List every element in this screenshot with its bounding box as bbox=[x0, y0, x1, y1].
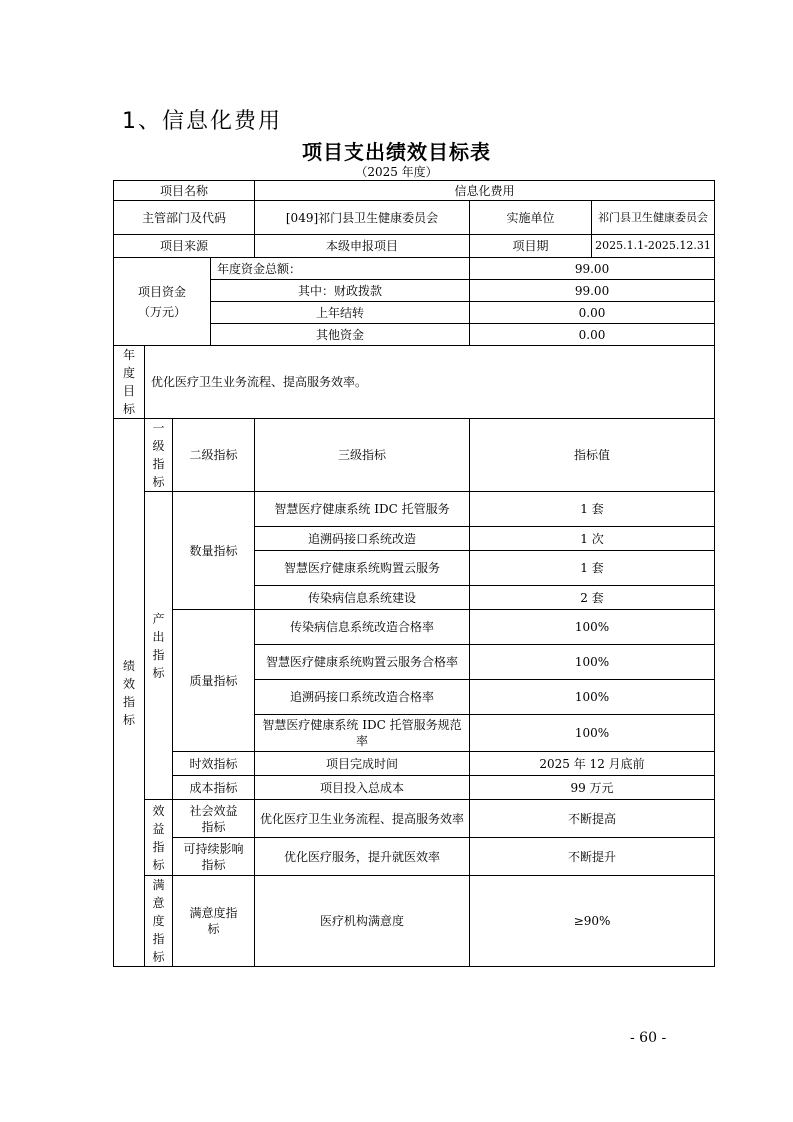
header-level2: 二级指标 bbox=[173, 419, 255, 492]
indicator-name: 智慧医疗健康系统 IDC 托管服务 bbox=[255, 492, 470, 527]
label-sustainable-impact bbox=[173, 838, 255, 876]
indicator-value: 1 套 bbox=[470, 492, 715, 527]
label-performance-indicators bbox=[114, 419, 145, 967]
fund-row-value: 0.00 bbox=[470, 302, 715, 324]
performance-table bbox=[113, 180, 715, 967]
value-department: [049]祁门县卫生健康委员会 bbox=[255, 201, 470, 235]
indicator-value: 1 次 bbox=[470, 527, 715, 551]
indicator-value: 2025 年 12 月底前 bbox=[470, 752, 715, 776]
indicator-value: 100% bbox=[470, 645, 715, 680]
value-implementing-unit: 祁门县卫生健康委员会 bbox=[592, 201, 715, 235]
label-satisfaction-sub bbox=[173, 876, 255, 967]
indicator-value: 1 套 bbox=[470, 551, 715, 586]
document-title: 项目支出绩效目标表 bbox=[302, 140, 491, 164]
table-row bbox=[114, 876, 715, 967]
performance-indicators-label-text: 绩效指标 bbox=[123, 658, 136, 727]
indicator-value: 不断提升 bbox=[470, 838, 715, 876]
value-annual-goal: 优化医疗卫生业务流程、提高服务效率。 bbox=[145, 346, 715, 419]
section-heading: 1、信息化费用 bbox=[122, 109, 282, 134]
fund-row-label: 年度资金总额： bbox=[211, 258, 470, 280]
header-level1 bbox=[145, 419, 173, 492]
row-department bbox=[114, 201, 715, 235]
row-annual-goal bbox=[114, 346, 715, 419]
fund-row-label: 其他资金 bbox=[211, 324, 470, 346]
row-fund-total bbox=[114, 258, 715, 280]
table-row bbox=[114, 838, 715, 876]
indicator-name: 项目完成时间 bbox=[255, 752, 470, 776]
indicator-value: 不断提高 bbox=[470, 800, 715, 838]
indicator-name: 项目投入总成本 bbox=[255, 776, 470, 800]
satisfaction-indicators-label-text: 满意度指标 bbox=[152, 878, 165, 964]
table-row bbox=[114, 800, 715, 838]
fund-row-label: 其中：财政拨款 bbox=[211, 280, 470, 302]
label-project-name: 项目名称 bbox=[114, 181, 255, 201]
indicator-name: 智慧医疗健康系统购置云服务合格率 bbox=[255, 645, 470, 680]
benefit-indicators-label-text: 效益指标 bbox=[152, 803, 165, 872]
table-row bbox=[114, 610, 715, 645]
label-social-benefit bbox=[173, 800, 255, 838]
label-cost-indicators: 成本指标 bbox=[173, 776, 255, 800]
table-row bbox=[114, 492, 715, 527]
output-indicators-label-text: 产出指标 bbox=[152, 611, 165, 680]
label-output-indicators bbox=[145, 492, 173, 800]
annual-goal-label-text: 年度目标 bbox=[123, 348, 136, 416]
page-number: - 60 - bbox=[630, 1030, 667, 1046]
header-value: 指标值 bbox=[470, 419, 715, 492]
indicator-name: 优化医疗卫生业务流程、提高服务效率 bbox=[255, 800, 470, 838]
indicator-value: 100% bbox=[470, 715, 715, 752]
label-timeliness-indicators: 时效指标 bbox=[173, 752, 255, 776]
indicator-name: 追溯码接口系统改造 bbox=[255, 527, 470, 551]
table-row bbox=[114, 752, 715, 776]
indicator-name: 优化医疗服务，提升就医效率 bbox=[255, 838, 470, 876]
row-source bbox=[114, 235, 715, 258]
indicator-name: 医疗机构满意度 bbox=[255, 876, 470, 967]
label-implementing-unit: 实施单位 bbox=[470, 201, 592, 235]
indicator-value: ≥90% bbox=[470, 876, 715, 967]
indicator-name: 传染病信息系统建设 bbox=[255, 586, 470, 610]
fund-row-value: 99.00 bbox=[470, 280, 715, 302]
fund-row-value: 0.00 bbox=[470, 324, 715, 346]
document-subtitle: （2025 年度） bbox=[355, 165, 438, 179]
label-benefit-indicators bbox=[145, 800, 173, 876]
header-level1-text: 一级指标 bbox=[152, 421, 165, 489]
label-annual-goal bbox=[114, 346, 145, 419]
fund-row-value: 99.00 bbox=[470, 258, 715, 280]
sustainable-impact-label-text: 可持续影响指标 bbox=[183, 841, 244, 872]
indicator-value: 2 套 bbox=[470, 586, 715, 610]
fund-row-label: 上年结转 bbox=[211, 302, 470, 324]
header-level3: 三级指标 bbox=[255, 419, 470, 492]
label-quantity-indicators: 数量指标 bbox=[173, 492, 255, 610]
label-project-period: 项目期 bbox=[470, 235, 592, 258]
label-project-funds bbox=[114, 258, 211, 346]
value-project-source: 本级申报项目 bbox=[255, 235, 470, 258]
indicator-name: 智慧医疗健康系统购置云服务 bbox=[255, 551, 470, 586]
label-department: 主管部门及代码 bbox=[114, 201, 255, 235]
funds-label-text: 项目资金（万元） bbox=[137, 284, 186, 319]
row-project-name bbox=[114, 181, 715, 201]
value-project-name: 信息化费用 bbox=[255, 181, 715, 201]
value-project-period: 2025.1.1-2025.12.31 bbox=[592, 235, 715, 258]
indicator-name: 智慧医疗健康系统 IDC 托管服务规范率 bbox=[255, 715, 470, 752]
indicator-value: 100% bbox=[470, 680, 715, 715]
indicator-value: 99 万元 bbox=[470, 776, 715, 800]
indicator-value: 100% bbox=[470, 610, 715, 645]
social-benefit-label-text: 社会效益指标 bbox=[189, 803, 238, 834]
indicator-name: 追溯码接口系统改造合格率 bbox=[255, 680, 470, 715]
label-satisfaction-indicators bbox=[145, 876, 173, 967]
table-row bbox=[114, 776, 715, 800]
row-indicator-header bbox=[114, 419, 715, 492]
label-project-source: 项目来源 bbox=[114, 235, 255, 258]
indicator-name: 传染病信息系统改造合格率 bbox=[255, 610, 470, 645]
label-quality-indicators: 质量指标 bbox=[173, 610, 255, 752]
satisfaction-sub-label-text: 满意度指标 bbox=[189, 906, 238, 936]
